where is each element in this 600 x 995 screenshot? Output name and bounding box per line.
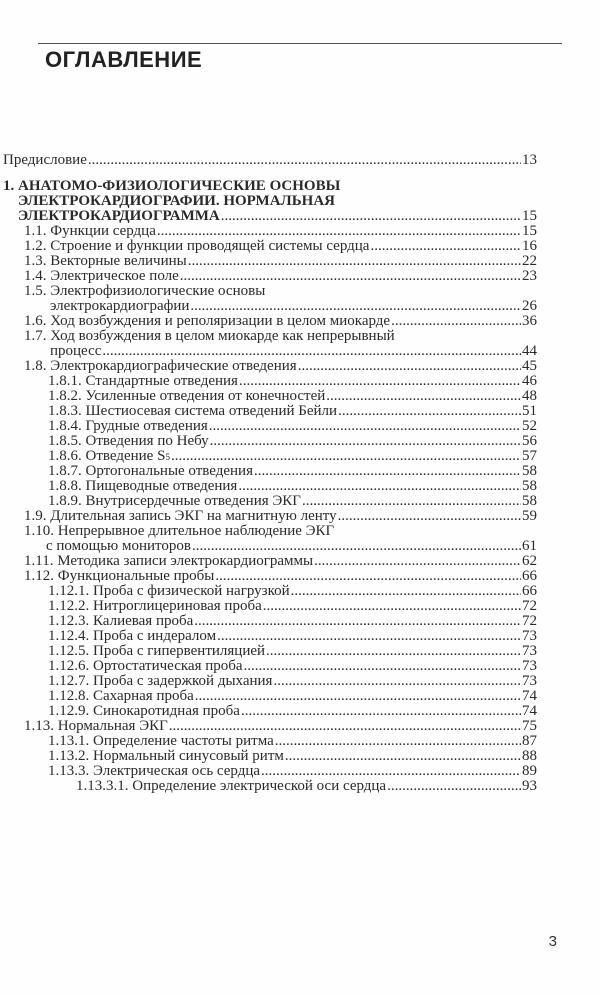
leader-dots xyxy=(169,719,521,734)
toc-entry-label: 1.8.2. Усиленные отведения от конечностей xyxy=(48,388,326,404)
toc-entry-page: 62 xyxy=(522,553,537,569)
toc-entry-label: 1.12.7. Проба с задержкой дыхания xyxy=(48,673,273,689)
top-rule xyxy=(38,43,562,44)
toc-entry-page: 74 xyxy=(522,703,537,719)
toc-entry xyxy=(24,224,537,239)
toc-entry xyxy=(48,764,537,779)
toc-entry-page: 52 xyxy=(522,418,537,434)
toc-entry-label: 1.12.3. Калиевая проба xyxy=(48,613,194,629)
leader-dots xyxy=(239,374,521,389)
leader-dots xyxy=(314,554,521,569)
toc-entry-label: 1.12.6. Ортостатическая проба xyxy=(48,658,243,674)
toc-entry xyxy=(24,509,537,524)
leader-dots xyxy=(215,569,521,584)
toc-entry xyxy=(24,284,537,299)
toc-entry-page: 44 xyxy=(522,343,537,359)
toc-entry-label: 1.12.1. Проба с физической нагрузкой xyxy=(48,583,290,599)
toc-entry xyxy=(48,749,537,764)
toc-entry-page: 75 xyxy=(522,718,537,734)
toc-entry-label: 1.12.2. Нитроглицериновая проба xyxy=(48,598,262,614)
toc-entry-label: процесс xyxy=(50,343,102,359)
toc-entry xyxy=(48,464,537,479)
toc-entry-label: Предисловие xyxy=(3,152,87,168)
toc-chapter-heading xyxy=(18,209,537,224)
toc-entry-label: ЭЛЕКТРОКАРДИОГРАФИИ. НОРМАЛЬНАЯ xyxy=(18,193,335,209)
toc-entry-label: 1.12.4. Проба с индералом xyxy=(48,628,217,644)
leader-dots xyxy=(338,404,521,419)
toc-entry xyxy=(24,719,537,734)
leader-dots xyxy=(326,389,521,404)
toc-entry xyxy=(48,494,537,509)
leader-dots xyxy=(194,614,521,629)
toc-entry-page: 26 xyxy=(522,298,537,314)
leader-dots xyxy=(370,239,521,254)
leader-dots xyxy=(157,224,521,239)
table-of-contents xyxy=(0,152,600,794)
leader-dots xyxy=(190,299,521,314)
toc-entry-page: 72 xyxy=(522,598,537,614)
toc-entry-label: 1.13.3. Электрическая ось сердца xyxy=(48,763,261,779)
toc-entry-page: 56 xyxy=(522,433,537,449)
leader-dots xyxy=(273,674,521,689)
leader-dots xyxy=(238,479,521,494)
toc-entry-label: 1.8. Электрокардиографические отведения xyxy=(24,358,297,374)
toc-entry xyxy=(46,539,537,554)
toc-entry-page: 74 xyxy=(522,688,537,704)
toc-entry xyxy=(24,314,537,329)
toc-entry-page: 15 xyxy=(522,223,537,239)
toc-entry xyxy=(48,689,537,704)
toc-entry-page: 59 xyxy=(522,508,537,524)
toc-entry-label: 1.13.3.1. Определение электрической оси сердца xyxy=(76,778,387,794)
toc-entry-label: 1.8.8. Пищеводные отведения xyxy=(48,478,238,494)
leader-dots xyxy=(275,734,521,749)
leader-dots xyxy=(209,419,521,434)
toc-entry xyxy=(24,239,537,254)
toc-entry-page: 89 xyxy=(522,763,537,779)
toc-entry xyxy=(48,659,537,674)
toc-chapter-heading xyxy=(18,194,537,209)
toc-entry-label: 1.12.5. Проба с гипервентиляцией xyxy=(48,643,266,659)
toc-entry-page: 73 xyxy=(522,658,537,674)
toc-entry xyxy=(48,614,537,629)
leader-dots xyxy=(221,209,521,224)
leader-dots xyxy=(291,584,521,599)
leader-dots xyxy=(102,344,521,359)
toc-entry xyxy=(48,629,537,644)
toc-entry xyxy=(48,419,537,434)
toc-entry-label: 1.5. Электрофизиологические основы xyxy=(24,283,266,299)
toc-entry-label: 1.8.1. Стандартные отведения xyxy=(48,373,238,389)
toc-entry-label: 1.3. Векторные величины xyxy=(24,253,187,269)
toc-entry xyxy=(76,779,537,794)
toc-entry-page: 46 xyxy=(522,373,537,389)
toc-entry xyxy=(48,479,537,494)
toc-entry-page: 72 xyxy=(522,613,537,629)
leader-dots xyxy=(210,434,521,449)
toc-entry-label: 1.13.1. Определение частоты ритма xyxy=(48,733,274,749)
toc-entry xyxy=(24,554,537,569)
toc-entry-label: 1.7. Ход возбуждения в целом миокарде как непрерывный xyxy=(24,328,395,344)
toc-entry-label: 1.2. Строение и функции проводящей системы сердца xyxy=(24,238,370,254)
toc-entry-label: электрокардиографии xyxy=(50,298,190,314)
toc-entry xyxy=(50,299,537,314)
toc-entry-page: 73 xyxy=(522,628,537,644)
toc-entry-page: 22 xyxy=(522,253,537,269)
leader-dots xyxy=(285,749,521,764)
leader-dots xyxy=(298,359,521,374)
leader-dots xyxy=(387,779,521,794)
toc-entry-page: 58 xyxy=(522,478,537,494)
toc-entry-page: 16 xyxy=(522,238,537,254)
toc-entry-page: 23 xyxy=(522,268,537,284)
page-title: ОГЛАВЛЕНИЕ xyxy=(45,47,203,72)
toc-entry-page: 58 xyxy=(522,493,537,509)
leader-dots xyxy=(180,269,521,284)
toc-entry-page: 36 xyxy=(522,313,537,329)
toc-entry-page: 87 xyxy=(522,733,537,749)
leader-dots xyxy=(266,644,521,659)
toc-entry-page: 93 xyxy=(522,778,537,794)
toc-entry-label: 1.8.6. Отведение S xyxy=(48,448,166,464)
subscript-index: 5 xyxy=(165,452,170,462)
toc-entry xyxy=(48,704,537,719)
toc-entry xyxy=(48,734,537,749)
toc-entry xyxy=(48,674,537,689)
toc-entry-label: 1.13. Нормальная ЭКГ xyxy=(24,718,168,734)
toc-entry xyxy=(24,569,537,584)
toc-entry-page: 61 xyxy=(522,538,537,554)
toc-entry-label: 1.6. Ход возбуждения и реполяризации в целом миокарде xyxy=(24,313,391,329)
toc-entry xyxy=(48,404,537,419)
leader-dots xyxy=(302,494,521,509)
leader-dots xyxy=(192,539,521,554)
toc-entry-label: 1.8.5. Отведения по Небу xyxy=(48,433,209,449)
toc-entry xyxy=(48,584,537,599)
leader-dots xyxy=(254,464,521,479)
leader-dots xyxy=(88,153,521,168)
toc-entry-label: 1.8.7. Ортогональные отведения xyxy=(48,463,253,479)
toc-entry-page: 58 xyxy=(522,463,537,479)
leader-dots xyxy=(188,254,521,269)
toc-entry xyxy=(50,344,537,359)
toc-entry xyxy=(24,329,537,344)
toc-entry-label: 1.13.2. Нормальный синусовый ритм xyxy=(48,748,284,764)
toc-entry xyxy=(24,254,537,269)
toc-entry-page: 66 xyxy=(522,583,537,599)
page-number: 3 xyxy=(548,933,557,950)
toc-entry-label: 1.12.9. Синокаротидная проба xyxy=(48,703,240,719)
toc-entry-page: 13 xyxy=(522,152,537,168)
leader-dots xyxy=(195,689,521,704)
toc-entry-label: 1.8.3. Шестиосевая система отведений Бейли xyxy=(48,403,338,419)
toc-entry-label: 1.11. Методика записи электрокардиограммы xyxy=(24,553,314,569)
toc-entry-label: 1.10. Непрерывное длительное наблюдение ЭКГ xyxy=(24,523,335,539)
leader-dots xyxy=(263,599,521,614)
leader-dots xyxy=(391,314,521,329)
toc-entry-label: с помощью мониторов xyxy=(46,538,191,554)
toc-entry-page: 73 xyxy=(522,643,537,659)
toc-entry-page: 73 xyxy=(522,673,537,689)
toc-entry xyxy=(24,524,537,539)
toc-entry-page: 48 xyxy=(522,388,537,404)
toc-entry-label: 1.12.8. Сахарная проба xyxy=(48,688,194,704)
toc-entry-page: 66 xyxy=(522,568,537,584)
leader-dots xyxy=(244,659,521,674)
toc-entry-label: 1.9. Длительная запись ЭКГ на магнитную ленту xyxy=(24,508,337,524)
toc-entry xyxy=(48,599,537,614)
toc-entry xyxy=(48,389,537,404)
toc-entry-page: 88 xyxy=(522,748,537,764)
toc-chapter-heading xyxy=(3,179,537,194)
toc-entry xyxy=(48,434,537,449)
leader-dots xyxy=(261,764,521,779)
toc-entry-page: 51 xyxy=(522,403,537,419)
leader-dots xyxy=(171,449,521,464)
toc-entry-page: 45 xyxy=(522,358,537,374)
toc-entry-label: 1. АНАТОМО-ФИЗИОЛОГИЧЕСКИЕ ОСНОВЫ xyxy=(3,178,341,194)
toc-entry-page: 15 xyxy=(522,208,537,224)
leader-dots xyxy=(338,509,521,524)
page-number-block xyxy=(549,933,557,951)
leader-dots xyxy=(217,629,521,644)
toc-entry xyxy=(48,644,537,659)
toc-entry-label: 1.12. Функциональные пробы xyxy=(24,568,215,584)
toc-entry-label: ЭЛЕКТРОКАРДИОГРАММА xyxy=(18,208,220,224)
toc-entry-label: 1.4. Электрическое поле xyxy=(24,268,179,284)
toc-entry xyxy=(24,359,537,374)
toc-entry xyxy=(48,374,537,389)
toc-entry-page: 57 xyxy=(522,448,537,464)
toc-entry xyxy=(3,153,537,168)
toc-entry-label: 1.8.9. Внутрисердечные отведения ЭКГ xyxy=(48,493,301,509)
toc-entry xyxy=(24,269,537,284)
leader-dots xyxy=(241,704,521,719)
toc-entry-label: 1.1. Функции сердца xyxy=(24,223,156,239)
toc-entry-label: 1.8.4. Грудные отведения xyxy=(48,418,208,434)
